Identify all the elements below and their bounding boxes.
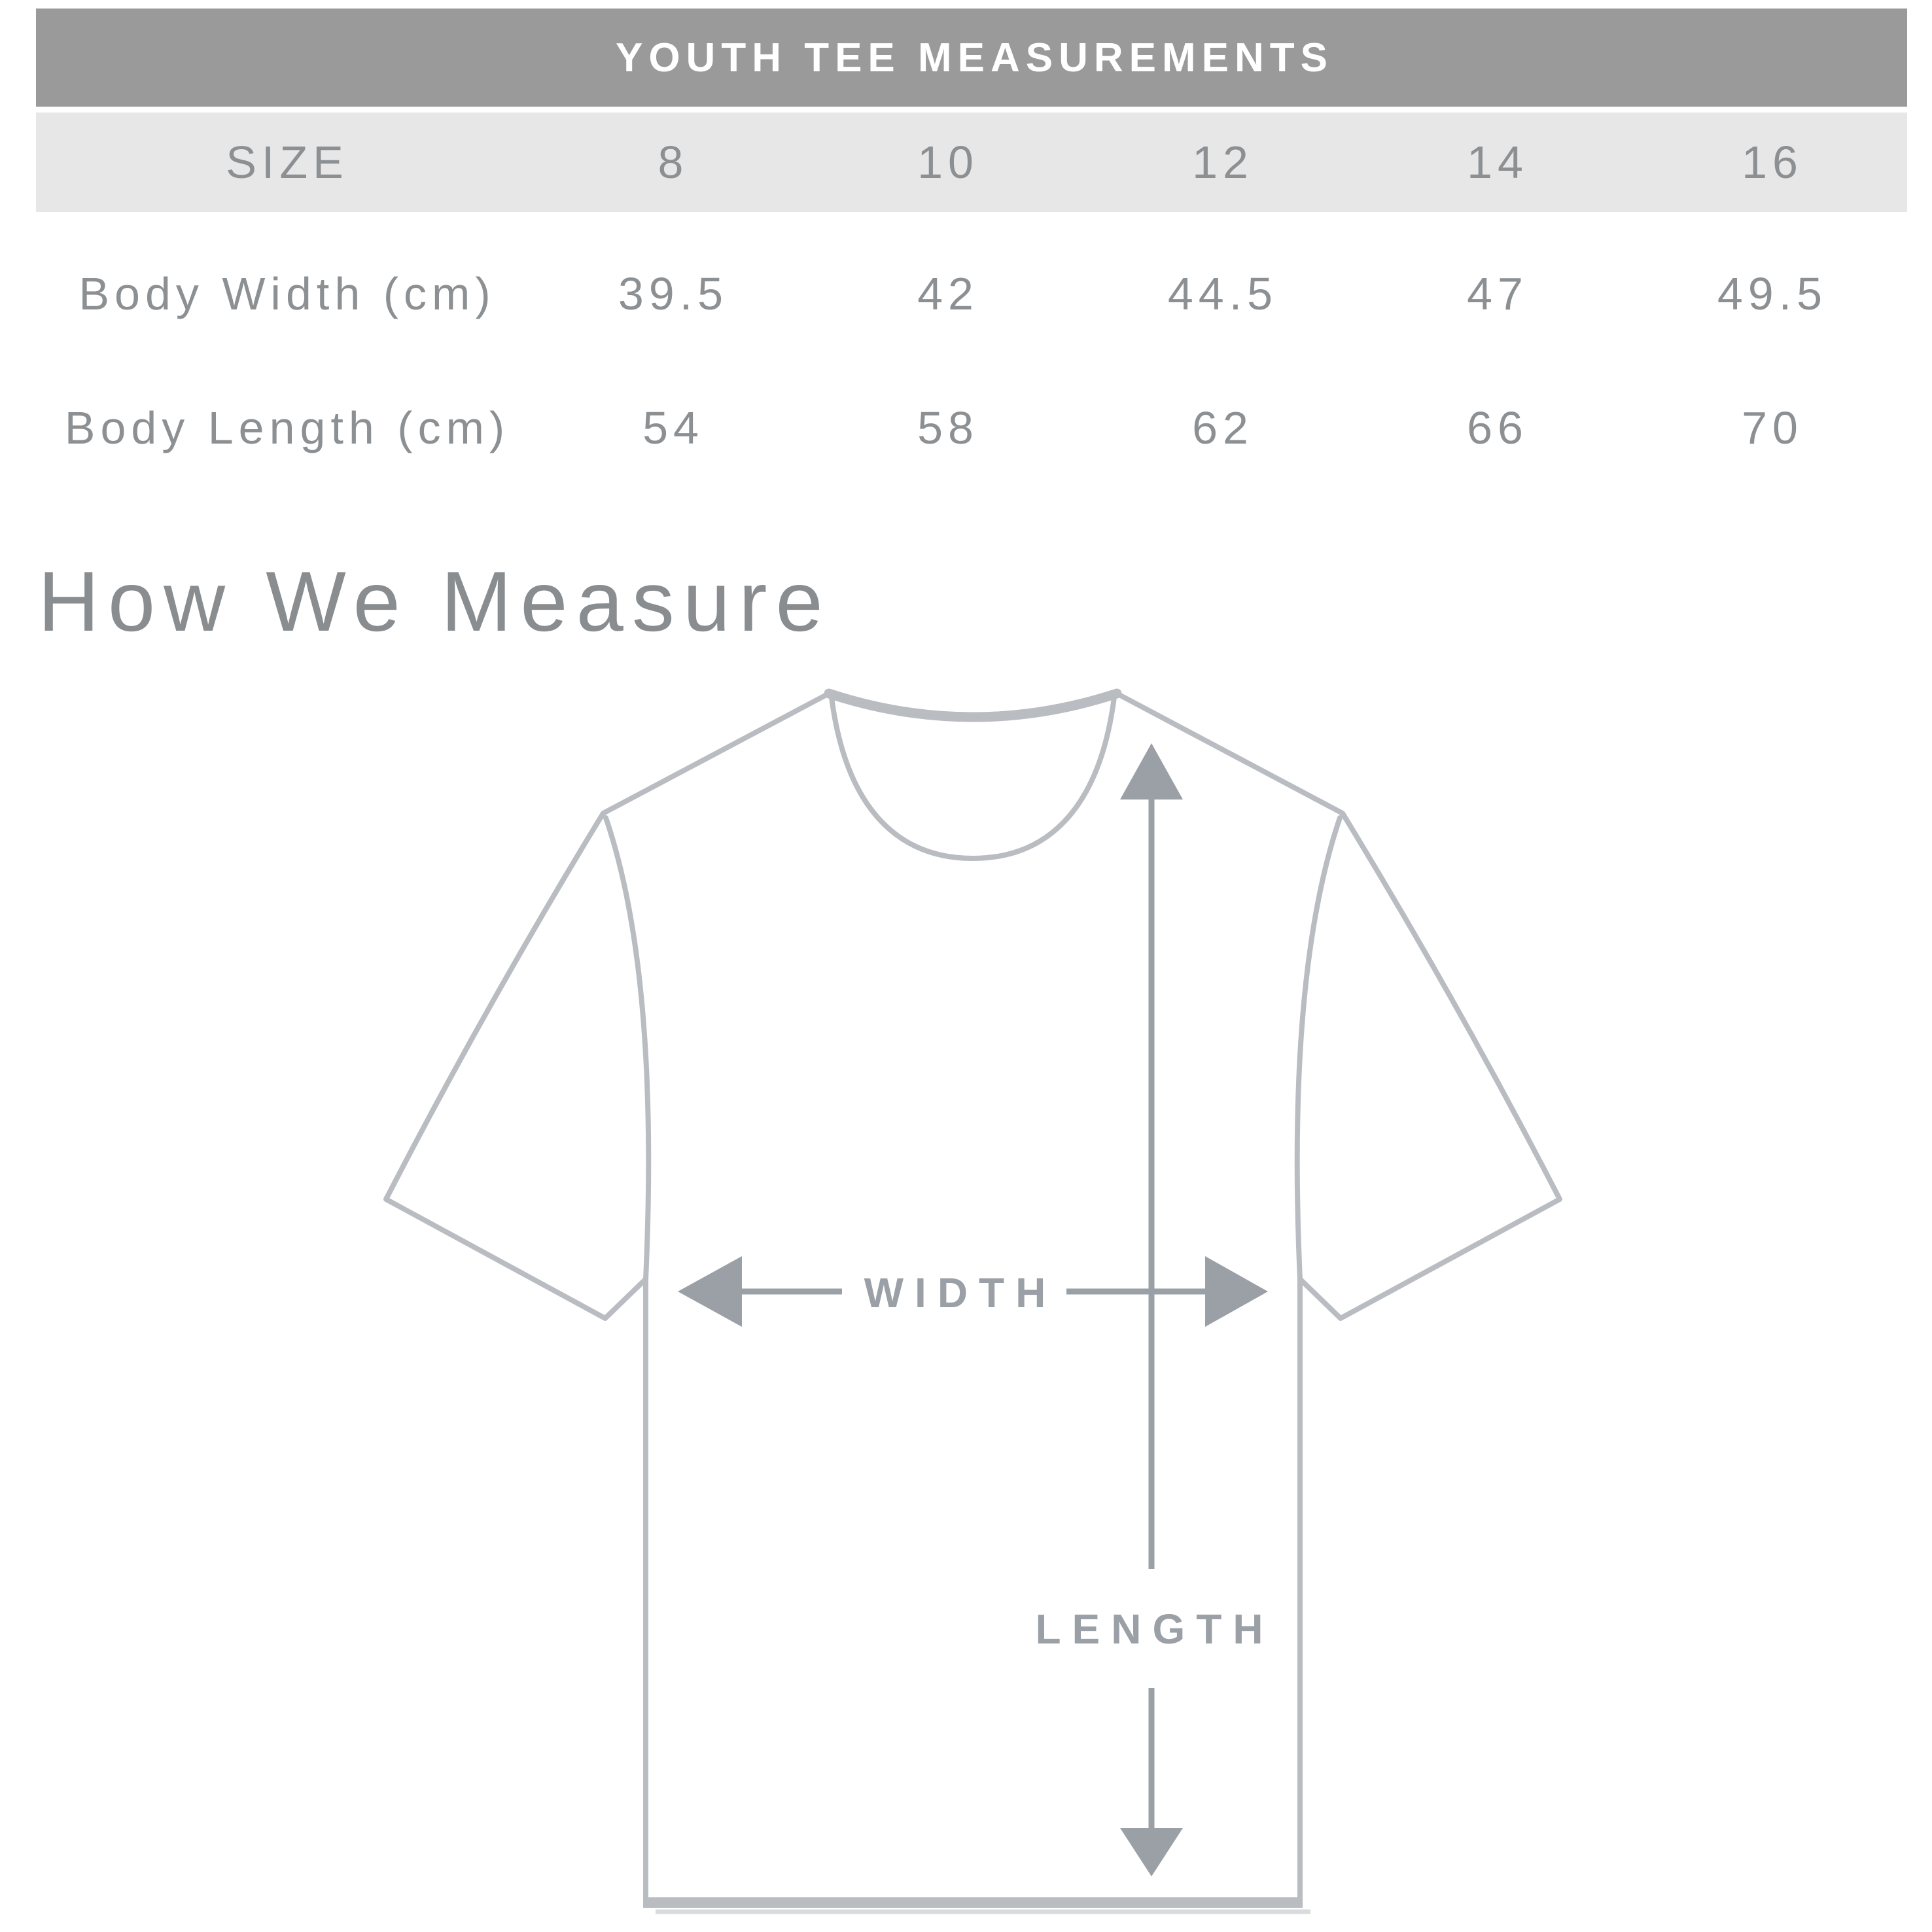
how-we-measure-heading: How We Measure [38,553,832,649]
body-width-size-8: 39.5 [618,268,729,319]
width-label: WIDTH [864,1269,1057,1316]
body-length-size-10: 58 [917,402,979,453]
table-title: YOUTH TEE MEASUREMENTS [615,35,1334,80]
row-label-body-length: Body Length (cm) [64,402,510,453]
size-col-12: 12 [1192,137,1254,188]
size-header-cell: SIZE [226,137,349,188]
body-width-size-14: 47 [1467,268,1528,319]
size-col-16: 16 [1742,137,1803,188]
body-width-size-10: 42 [917,268,979,319]
length-label: LENGTH [1035,1606,1274,1653]
body-length-size-14: 66 [1467,402,1528,453]
body-length-size-16: 70 [1742,402,1803,453]
size-col-14: 14 [1467,137,1528,188]
body-length-size-8: 54 [642,402,704,453]
body-length-size-12: 62 [1192,402,1254,453]
size-col-10: 10 [917,137,979,188]
size-col-8: 8 [658,137,689,188]
row-label-body-width: Body Width (cm) [79,268,496,319]
body-width-size-12: 44.5 [1167,268,1278,319]
body-width-size-16: 49.5 [1717,268,1828,319]
